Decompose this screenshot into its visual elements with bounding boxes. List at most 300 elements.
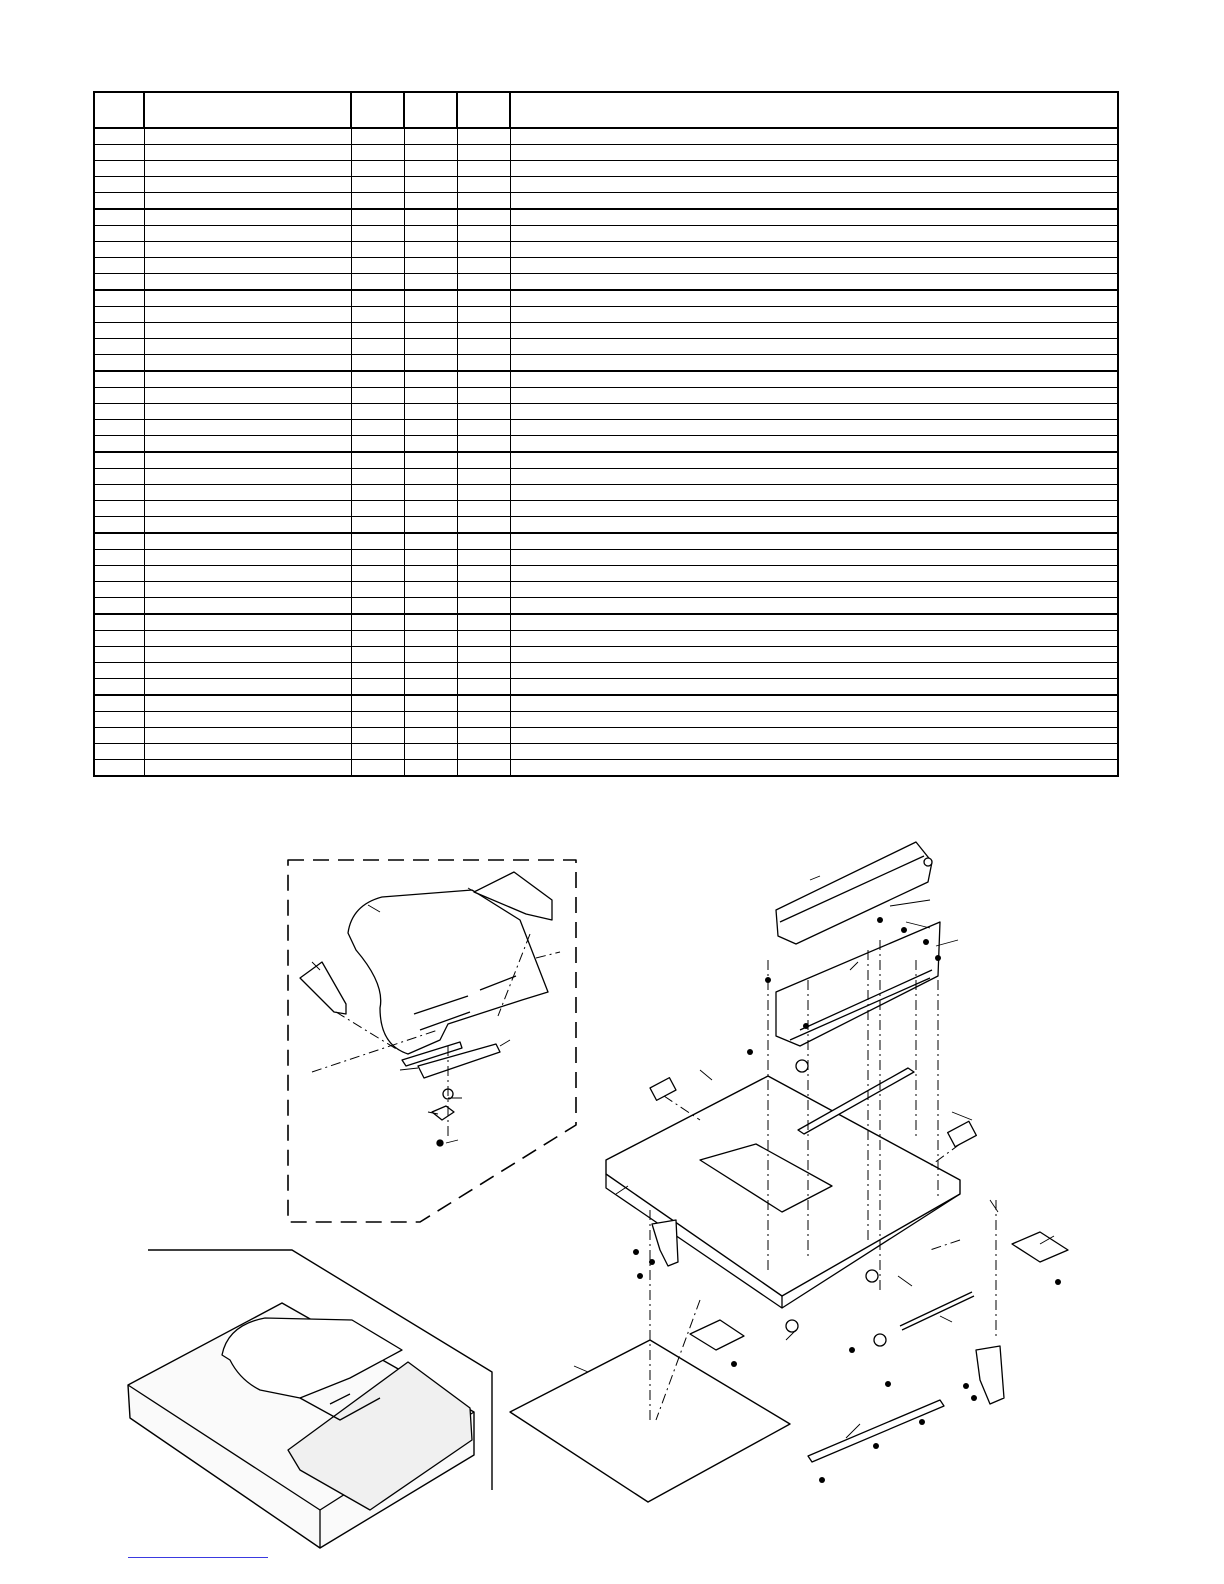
header-cell-a	[351, 92, 404, 128]
bottom-rail	[808, 1400, 944, 1462]
table-cell	[144, 242, 351, 258]
table-row	[94, 323, 1118, 339]
table-cell	[457, 226, 510, 242]
table-cell	[94, 744, 144, 760]
header-cell-b	[404, 92, 457, 128]
table-row	[94, 728, 1118, 744]
table-header-row	[94, 92, 1118, 128]
table-cell	[404, 128, 457, 145]
table-cell	[351, 371, 404, 388]
table-row	[94, 290, 1118, 307]
table-row	[94, 663, 1118, 679]
table-cell	[144, 566, 351, 582]
table-cell	[144, 663, 351, 679]
table-cell	[144, 582, 351, 598]
table-cell	[510, 501, 1118, 517]
table-cell	[457, 647, 510, 663]
table-cell	[144, 128, 351, 145]
table-cell	[404, 744, 457, 760]
table-cell	[404, 533, 457, 550]
table-cell	[144, 517, 351, 534]
table-cell	[510, 598, 1118, 615]
table-cell	[94, 517, 144, 534]
table-cell	[457, 242, 510, 258]
table-row	[94, 420, 1118, 436]
table-cell	[144, 404, 351, 420]
table-cell	[144, 274, 351, 291]
table-cell	[510, 177, 1118, 193]
table-cell	[94, 501, 144, 517]
table-cell	[351, 452, 404, 469]
table-row	[94, 436, 1118, 453]
table-cell	[351, 193, 404, 210]
table-cell	[94, 712, 144, 728]
table-cell	[404, 339, 457, 355]
table-cell	[94, 533, 144, 550]
table-cell	[94, 404, 144, 420]
table-cell	[457, 258, 510, 274]
table-cell	[144, 452, 351, 469]
table-cell	[457, 145, 510, 161]
table-cell	[404, 501, 457, 517]
table-cell	[94, 760, 144, 777]
table-cell	[351, 663, 404, 679]
table-cell	[404, 614, 457, 631]
table-cell	[457, 728, 510, 744]
table-row	[94, 695, 1118, 712]
table-cell	[144, 177, 351, 193]
table-cell	[404, 598, 457, 615]
table-cell	[144, 533, 351, 550]
table-cell	[457, 436, 510, 453]
table-cell	[144, 679, 351, 696]
table-cell	[351, 355, 404, 372]
table-cell	[457, 533, 510, 550]
table-cell	[457, 501, 510, 517]
table-cell	[404, 420, 457, 436]
table-cell	[457, 663, 510, 679]
table-cell	[144, 614, 351, 631]
table-cell	[144, 371, 351, 388]
table-cell	[510, 242, 1118, 258]
table-cell	[510, 469, 1118, 485]
table-cell	[457, 566, 510, 582]
table-cell	[510, 226, 1118, 242]
table-cell	[144, 631, 351, 647]
table-cell	[351, 307, 404, 323]
table-cell	[404, 550, 457, 566]
table-cell	[457, 582, 510, 598]
table-cell	[94, 469, 144, 485]
table-cell	[351, 339, 404, 355]
table-cell	[404, 728, 457, 744]
table-cell	[351, 550, 404, 566]
label-pad-right	[948, 1121, 977, 1146]
table-cell	[457, 209, 510, 226]
table-cell	[351, 760, 404, 777]
table-cell	[457, 274, 510, 291]
table-body	[94, 128, 1118, 776]
table-cell	[457, 614, 510, 631]
table-cell	[404, 404, 457, 420]
table-cell	[404, 663, 457, 679]
table-cell	[144, 258, 351, 274]
roller-3	[874, 1334, 886, 1346]
tray-cross-plate	[432, 1106, 454, 1120]
table-cell	[510, 193, 1118, 210]
table-cell	[404, 193, 457, 210]
table-cell	[351, 242, 404, 258]
table-cell	[457, 452, 510, 469]
table-cell	[510, 128, 1118, 145]
table-cell	[351, 517, 404, 534]
table-row	[94, 404, 1118, 420]
table-cell	[404, 371, 457, 388]
table-cell	[457, 420, 510, 436]
table-cell	[94, 452, 144, 469]
table-cell	[404, 582, 457, 598]
table-row	[94, 469, 1118, 485]
table-cell	[457, 744, 510, 760]
table-cell	[94, 436, 144, 453]
table-cell	[404, 647, 457, 663]
table-cell	[94, 695, 144, 712]
table-row	[94, 145, 1118, 161]
table-cell	[94, 290, 144, 307]
table-row	[94, 744, 1118, 760]
table-row	[94, 371, 1118, 388]
table-cell	[94, 323, 144, 339]
table-row	[94, 679, 1118, 696]
table-row	[94, 452, 1118, 469]
table-cell	[351, 582, 404, 598]
table-cell	[94, 485, 144, 501]
table-cell	[457, 371, 510, 388]
table-cell	[457, 355, 510, 372]
table-cell	[457, 695, 510, 712]
hinge-right	[976, 1346, 1004, 1404]
table-cell	[404, 290, 457, 307]
table-cell	[510, 712, 1118, 728]
table-cell	[404, 485, 457, 501]
table-cell	[404, 323, 457, 339]
table-cell	[404, 145, 457, 161]
table-row	[94, 161, 1118, 177]
table-cell	[144, 193, 351, 210]
table-cell	[144, 647, 351, 663]
table-cell	[457, 404, 510, 420]
table-row	[94, 128, 1118, 145]
table-cell	[351, 323, 404, 339]
table-cell	[351, 501, 404, 517]
table-cell	[94, 614, 144, 631]
table-cell	[510, 744, 1118, 760]
table-row	[94, 631, 1118, 647]
table-cell	[144, 712, 351, 728]
label-pad-left	[650, 1078, 676, 1101]
table-cell	[404, 695, 457, 712]
table-cell	[144, 760, 351, 777]
table-cell	[457, 469, 510, 485]
table-cell	[457, 193, 510, 210]
table-cell	[457, 517, 510, 534]
table-cell	[510, 631, 1118, 647]
table-cell	[94, 355, 144, 372]
main-cover-plate	[606, 1076, 960, 1296]
table-cell	[351, 631, 404, 647]
table-cell	[94, 598, 144, 615]
table-cell	[351, 728, 404, 744]
table-cell	[510, 614, 1118, 631]
drive-shaft	[900, 1292, 974, 1330]
table-cell	[94, 209, 144, 226]
table-cell	[144, 728, 351, 744]
table-cell	[351, 598, 404, 615]
table-cell	[94, 420, 144, 436]
table-cell	[144, 598, 351, 615]
table-cell	[510, 274, 1118, 291]
header-cell-description	[510, 92, 1118, 128]
table-row	[94, 517, 1118, 534]
table-cell	[144, 744, 351, 760]
table-cell	[351, 695, 404, 712]
table-cell	[510, 209, 1118, 226]
table-cell	[457, 598, 510, 615]
table-cell	[94, 566, 144, 582]
table-cell	[404, 388, 457, 404]
table-cell	[144, 161, 351, 177]
table-cell	[404, 566, 457, 582]
table-cell	[351, 566, 404, 582]
table-cell	[457, 307, 510, 323]
header-cell-part	[144, 92, 351, 128]
table-cell	[144, 323, 351, 339]
table-cell	[94, 307, 144, 323]
exploded-parts-diagram	[0, 830, 1224, 1584]
table-cell	[457, 550, 510, 566]
table-cell	[94, 161, 144, 177]
table-cell	[144, 420, 351, 436]
roller-1	[786, 1320, 798, 1332]
table-cell	[510, 307, 1118, 323]
table-cell	[404, 436, 457, 453]
table-cell	[457, 631, 510, 647]
table-cell	[510, 388, 1118, 404]
parts-list-table-container	[93, 91, 1117, 777]
table-cell	[94, 242, 144, 258]
table-cell	[510, 355, 1118, 372]
table-cell	[510, 679, 1118, 696]
table-row	[94, 226, 1118, 242]
main-exploded-view	[510, 830, 1068, 1502]
table-cell	[457, 177, 510, 193]
table-cell	[94, 679, 144, 696]
feeder-roller-end	[796, 1060, 808, 1072]
table-cell	[510, 517, 1118, 534]
table-cell	[510, 161, 1118, 177]
table-cell	[404, 679, 457, 696]
table-row	[94, 614, 1118, 631]
table-row	[94, 388, 1118, 404]
table-row	[94, 760, 1118, 777]
table-row	[94, 274, 1118, 291]
table-cell	[351, 290, 404, 307]
table-cell	[510, 371, 1118, 388]
table-cell	[94, 145, 144, 161]
side-plate-right	[1012, 1232, 1068, 1262]
table-cell	[457, 161, 510, 177]
table-cell	[144, 307, 351, 323]
bracket-small	[690, 1320, 744, 1350]
table-row	[94, 533, 1118, 550]
assembled-feeder-view	[128, 1303, 474, 1548]
table-cell	[404, 307, 457, 323]
table-row	[94, 485, 1118, 501]
table-cell	[457, 339, 510, 355]
table-cell	[510, 663, 1118, 679]
table-cell	[404, 209, 457, 226]
table-cell	[351, 145, 404, 161]
table-cell	[404, 631, 457, 647]
table-cell	[94, 582, 144, 598]
table-cell	[94, 371, 144, 388]
table-cell	[351, 258, 404, 274]
table-cell	[404, 355, 457, 372]
table-cell	[457, 760, 510, 777]
tray-screw	[437, 1140, 443, 1146]
table-cell	[351, 744, 404, 760]
table-cell	[351, 485, 404, 501]
table-cell	[144, 388, 351, 404]
table-cell	[404, 274, 457, 291]
table-cell	[94, 663, 144, 679]
table-cell	[404, 226, 457, 242]
table-cell	[510, 550, 1118, 566]
table-cell	[351, 128, 404, 145]
table-cell	[351, 177, 404, 193]
table-row	[94, 193, 1118, 210]
table-cell	[144, 485, 351, 501]
hinge-left	[652, 1220, 678, 1266]
table-cell	[144, 290, 351, 307]
table-cell	[404, 760, 457, 777]
table-cell	[144, 550, 351, 566]
table-cell	[457, 712, 510, 728]
cover-knob	[924, 858, 932, 866]
table-cell	[94, 631, 144, 647]
header-cell-c	[457, 92, 510, 128]
document-guide-left	[300, 962, 346, 1014]
table-cell	[94, 728, 144, 744]
table-cell	[94, 177, 144, 193]
table-cell	[510, 728, 1118, 744]
table-cell	[510, 647, 1118, 663]
table-cell	[351, 404, 404, 420]
table-cell	[457, 128, 510, 145]
table-cell	[351, 226, 404, 242]
table-cell	[510, 566, 1118, 582]
table-cell	[404, 517, 457, 534]
table-cell	[457, 485, 510, 501]
table-row	[94, 582, 1118, 598]
table-cell	[510, 339, 1118, 355]
feeder-cover	[776, 842, 932, 944]
table-cell	[510, 760, 1118, 777]
table-cell	[351, 274, 404, 291]
table-cell	[144, 145, 351, 161]
table-row	[94, 647, 1118, 663]
table-cell	[351, 614, 404, 631]
roller-2	[866, 1270, 878, 1282]
table-cell	[351, 469, 404, 485]
table-cell	[510, 695, 1118, 712]
table-cell	[510, 323, 1118, 339]
table-cell	[510, 258, 1118, 274]
table-row	[94, 209, 1118, 226]
table-row	[94, 307, 1118, 323]
table-cell	[404, 469, 457, 485]
table-cell	[94, 193, 144, 210]
table-row	[94, 258, 1118, 274]
table-cell	[510, 290, 1118, 307]
table-cell	[144, 436, 351, 453]
table-cell	[457, 290, 510, 307]
table-cell	[404, 258, 457, 274]
table-cell	[457, 388, 510, 404]
header-cell-no	[94, 92, 144, 128]
table-cell	[404, 177, 457, 193]
table-row	[94, 501, 1118, 517]
tray-detail-inset	[288, 860, 576, 1222]
table-cell	[510, 404, 1118, 420]
table-cell	[510, 582, 1118, 598]
table-cell	[510, 452, 1118, 469]
table-cell	[351, 436, 404, 453]
table-cell	[94, 258, 144, 274]
table-row	[94, 242, 1118, 258]
table-cell	[351, 161, 404, 177]
table-cell	[144, 501, 351, 517]
table-cell	[144, 695, 351, 712]
table-cell	[144, 339, 351, 355]
table-cell	[510, 533, 1118, 550]
table-cell	[351, 679, 404, 696]
table-cell	[144, 209, 351, 226]
table-cell	[510, 436, 1118, 453]
table-row	[94, 550, 1118, 566]
table-cell	[351, 209, 404, 226]
table-row	[94, 712, 1118, 728]
table-cell	[404, 161, 457, 177]
table-cell	[510, 485, 1118, 501]
table-row	[94, 355, 1118, 372]
table-cell	[351, 533, 404, 550]
table-cell	[94, 550, 144, 566]
page-footer-link-underline[interactable]	[128, 1557, 268, 1558]
table-cell	[404, 452, 457, 469]
table-cell	[404, 242, 457, 258]
table-cell	[351, 388, 404, 404]
document-tray	[348, 890, 548, 1054]
table-cell	[144, 226, 351, 242]
table-cell	[94, 226, 144, 242]
table-cell	[457, 323, 510, 339]
table-cell	[510, 420, 1118, 436]
table-cell	[94, 388, 144, 404]
table-cell	[404, 712, 457, 728]
table-cell	[351, 712, 404, 728]
table-cell	[94, 274, 144, 291]
